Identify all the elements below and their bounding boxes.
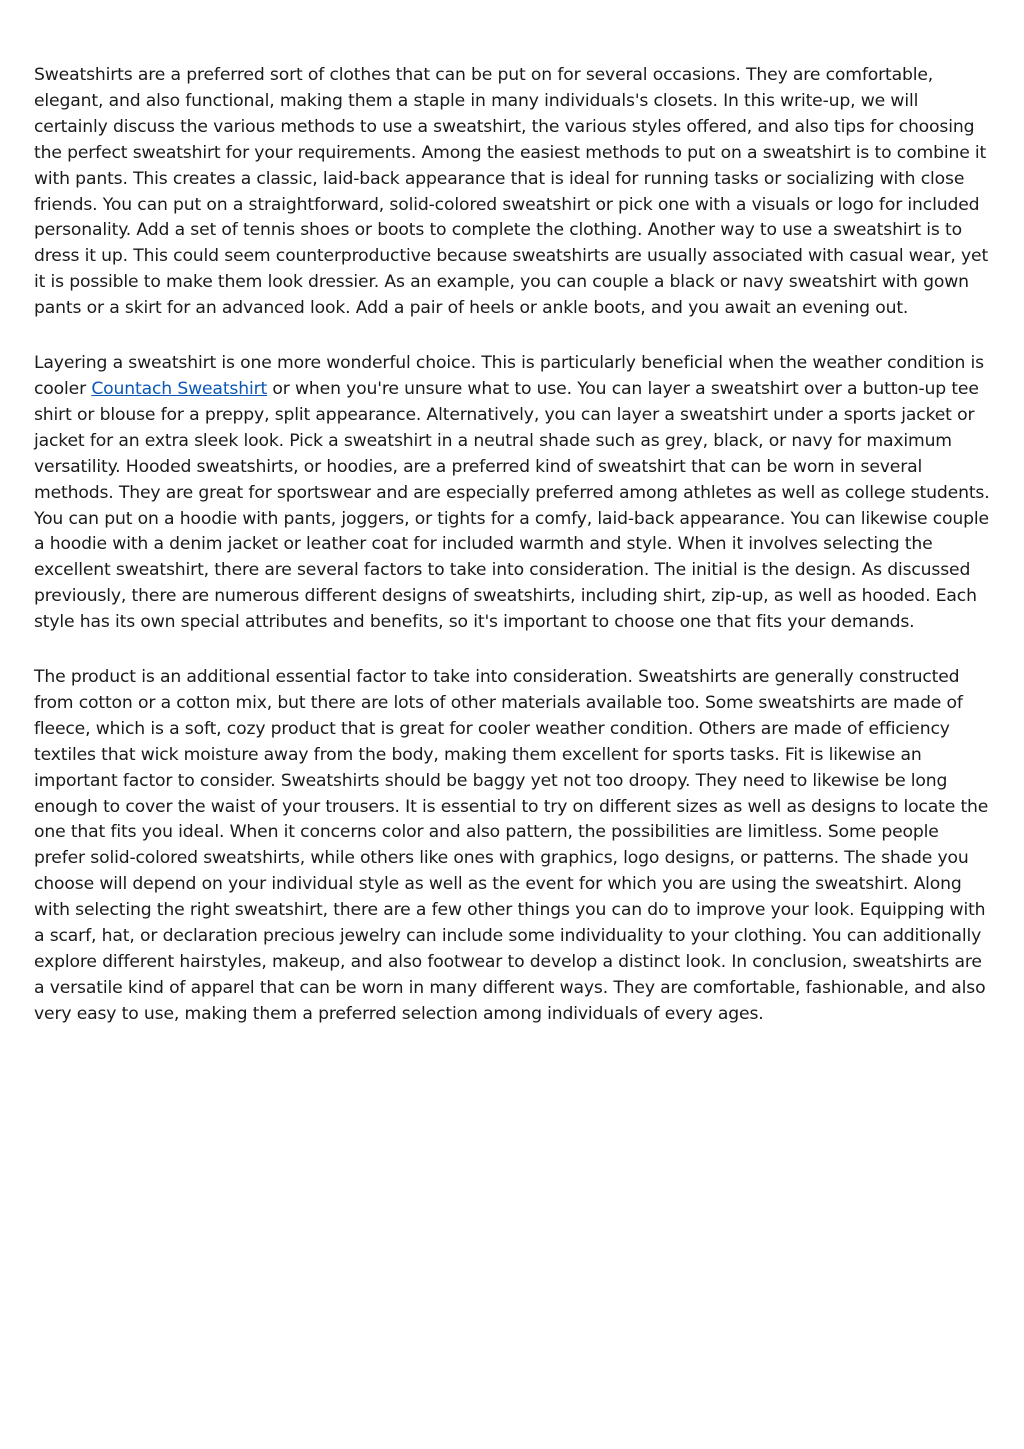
paragraph-1: Sweatshirts are a preferred sort of clothes that can be put on for several occasions. They are comfortable, elegant, and also functional, making them a staple in many individuals's closets. In this write-up, we will certainly discuss the various methods to use a sweatshirt, the various styles offered, and also tips for choosing the perfect sweatshirt for your requirements. Among the easiest methods to put on a sweatshirt is to combine it with pants. This creates a classic, laid-back appearance that is ideal for running tasks or socializing with close friends. You can put on a straightforward, solid-colored sweatshirt or pick one with a visuals or logo for included personality. Add a set of tennis shoes or boots to complete the clothing. Another way to use a sweatshirt is to dress it up. This could seem counterproductive because sweatshirts are usually associated with casual wear, yet it is possible to make them look dressier. As an example, you can couple a black or navy sweatshirt with gown pants or a skirt for an advanced look. Add a pair of heels or ankle boots, and you await an evening out.: [34, 65, 989, 319]
paragraph-3: The product is an additional essential factor to take into consideration. Sweatshirts are generally constructed from cotton or a cotton mix, but there are lots of other materials available too. Some sweatshirts are made of fleece, which is a soft, cozy product that is great for cooler weather condition. Others are made of efficiency textiles that wick moisture away from the body, making them excellent for sports tasks. Fit is likewise an important factor to consider. Sweatshirts should be baggy yet not too droopy. They need to likewise be long enough to cover the waist of your trousers. It is essential to try on different sizes as well as designs to locate the one that fits you ideal. When it concerns color and also pattern, the possibilities are limitless. Some people prefer solid-colored sweatshirts, while others like ones with graphics, logo designs, or patterns. The shade you choose will depend on your individual style as well as the event for which you are using the sweatshirt. Along with selecting the right sweatshirt, there are a few other things you can do to improve your look. Equipping with a scarf, hat, or declaration precious jewelry can include some individuality to your clothing. You can additionally explore different hairstyles, makeup, and also footwear to develop a distinct look. In conclusion, sweatshirts are a versatile kind of apparel that can be worn in many different ways. They are comfortable, fashionable, and also very easy to use, making them a preferred selection among individuals of every ages.: [34, 667, 989, 1024]
countach-sweatshirt-link[interactable]: Countach Sweatshirt: [91, 378, 268, 399]
document-body: [34, 63, 992, 1057]
paragraph-2: [34, 351, 992, 636]
paragraph-2-text-after-link: or when you're unsure what to use. You can layer a sweatshirt over a button-up tee shirt or blouse for a preppy, split appearance. Alternatively, you can layer a sweatshirt under a sports jacket or jacket for an extra sleek look. Pick a sweatshirt in a neutral shade such as grey, black, or navy for maximum versatility. Hooded sweatshirts, or hoodies, are a preferred kind of sweatshirt that can be worn in several methods. They are great for sportswear and are especially preferred among athletes as well as college students. You can put on a hoodie with pants, joggers, or tights for a comfy, laid-back appearance. You can likewise couple a hoodie with a denim jacket or leather coat for included warmth and style. When it involves selecting the excellent sweatshirt, there are several factors to take into consideration. The initial is the design. As discussed previously, there are numerous different designs of sweatshirts, including shirt, zip-up, as well as hooded. Each style has its own special attributes and benefits, so it's important to choose one that fits your demands.: [34, 378, 990, 633]
paragraph-2-text-before-link: Layering a sweatshirt is one more wonderful choice. This is particularly beneficial when the weather condition is cooler: [34, 353, 984, 399]
